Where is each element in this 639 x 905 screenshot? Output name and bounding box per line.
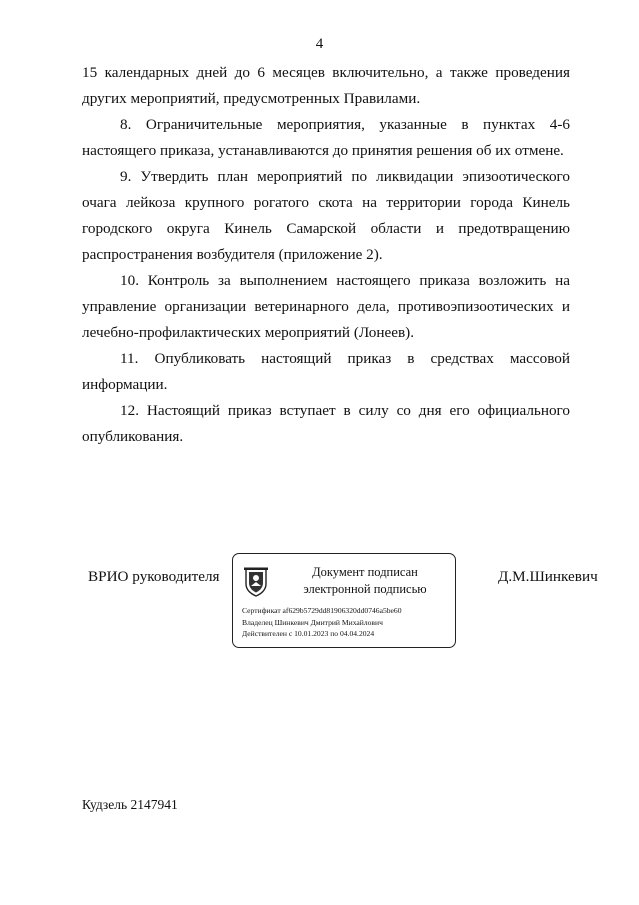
stamp-validity: Действителен с 10.01.2023 по 04.04.2024	[242, 629, 375, 638]
stamp-heading-line-1: Документ подписан	[312, 565, 418, 579]
paragraph-12: 12. Настоящий приказ вступает в силу со дня его официального опубликования.	[82, 402, 570, 445]
paragraph-continuation: 15 календарных дней до 6 месяцев включительно, а также проведения других мероприятий, предусмотренных Правилами.	[82, 64, 570, 107]
stamp-details	[242, 605, 402, 640]
stamp-certificate: Сертификат af629b5729dd81906320dd0746a5be60	[242, 606, 402, 615]
paragraph-10: 10. Контроль за выполнением настоящего приказа возложить на управление организации ветеринарного дела, противоэпизоотических и лечебно-профилактических мероприятий (Лонеев).	[82, 272, 570, 341]
stamp-heading	[277, 564, 453, 598]
stamp-owner: Владелец Шинкевич Дмитрий Михайлович	[242, 617, 383, 627]
paragraph-11: 11. Опубликовать настоящий приказ в средствах массовой информации.	[82, 350, 570, 393]
document-body	[82, 60, 570, 450]
paragraph-8: 8. Ограничительные мероприятия, указанные в пунктах 4-6 настоящего приказа, устанавливаются до принятия решения об их отмене.	[82, 116, 570, 159]
coat-of-arms-icon	[243, 567, 269, 597]
paragraph-9: 9. Утвердить план мероприятий по ликвидации эпизоотического очага лейкоза крупного рогатого скота на территории города Кинель городского округа Кинель Самарской области и предотвращению распространения возбудителя (приложение 2).	[82, 168, 570, 263]
electronic-signature-stamp	[232, 553, 456, 648]
signatory-name: Д.М.Шинкевич	[498, 568, 598, 585]
executor-note: Кудзель 2147941	[82, 797, 178, 812]
page-number: 4	[315, 36, 324, 52]
signatory-title: ВРИО руководителя	[88, 568, 220, 585]
stamp-heading-line-2: электронной подписью	[303, 582, 427, 596]
